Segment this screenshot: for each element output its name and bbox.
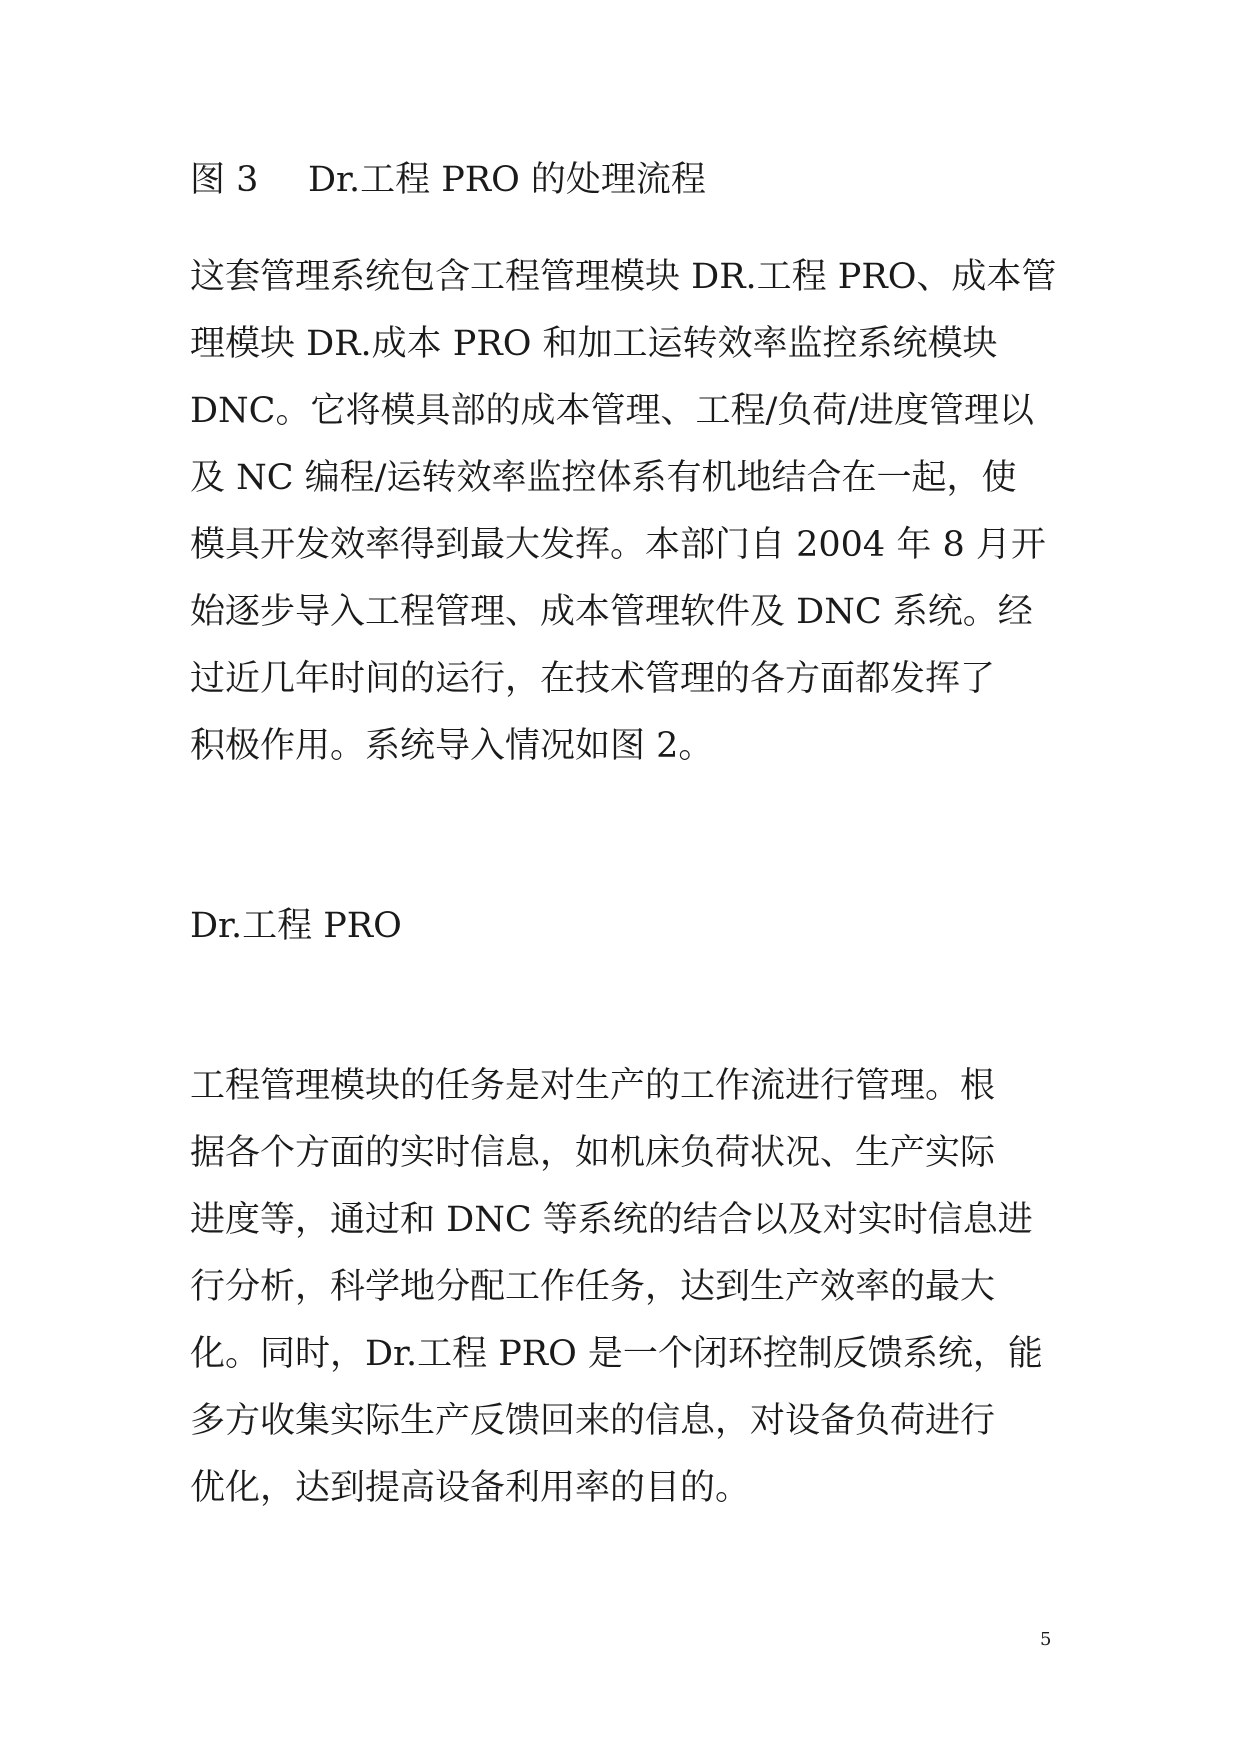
paragraph-line: 这套管理系统包含工程管理模块 DR.工程 PRO、成本管: [190, 257, 1057, 297]
paragraph-line: 模具开发效率得到最大发挥。本部门自 2004 年 8 月开: [190, 525, 1046, 565]
paragraph-line: 优化，达到提高设备利用率的目的。: [190, 1468, 751, 1508]
figure-caption: [190, 152, 706, 208]
paragraph-line: 化。同时，Dr.工程 PRO 是一个闭环控制反馈系统，能: [190, 1334, 1043, 1374]
paragraph-line: 多方收集实际生产反馈回来的信息，对设备负荷进行: [190, 1401, 996, 1441]
paragraph-line: 理模块 DR.成本 PRO 和加工运转效率监控系统模块: [190, 324, 998, 364]
paragraph-line: DNC。它将模具部的成本管理、工程/负荷/进度管理以: [190, 391, 1035, 431]
paragraph-line: 行分析，科学地分配工作任务，达到生产效率的最大: [190, 1267, 996, 1307]
module-paragraph: [190, 1053, 1054, 1522]
figure-number: 图 3: [190, 160, 259, 200]
paragraph-line: 始逐步导入工程管理、成本管理软件及 DNC 系统。经: [190, 592, 1033, 632]
paragraph-line: 及 NC 编程/运转效率监控体系有机地结合在一起，使: [190, 458, 1017, 498]
figure-title: Dr.工程 PRO 的处理流程: [308, 160, 706, 200]
paragraph-line: 积极作用。系统导入情况如图 2。: [190, 726, 714, 766]
page-number: 5: [1040, 1629, 1052, 1650]
paragraph-line: 进度等，通过和 DNC 等系统的结合以及对实时信息进: [190, 1200, 1033, 1240]
paragraph-line: 过近几年时间的运行，在技术管理的各方面都发挥了: [190, 659, 996, 699]
paragraph-line: 工程管理模块的任务是对生产的工作流进行管理。根: [190, 1066, 996, 1106]
intro-paragraph: [190, 244, 1057, 780]
section-heading: Dr.工程 PRO: [190, 906, 402, 946]
paragraph-line: 据各个方面的实时信息，如机床负荷状况、生产实际: [190, 1133, 996, 1173]
